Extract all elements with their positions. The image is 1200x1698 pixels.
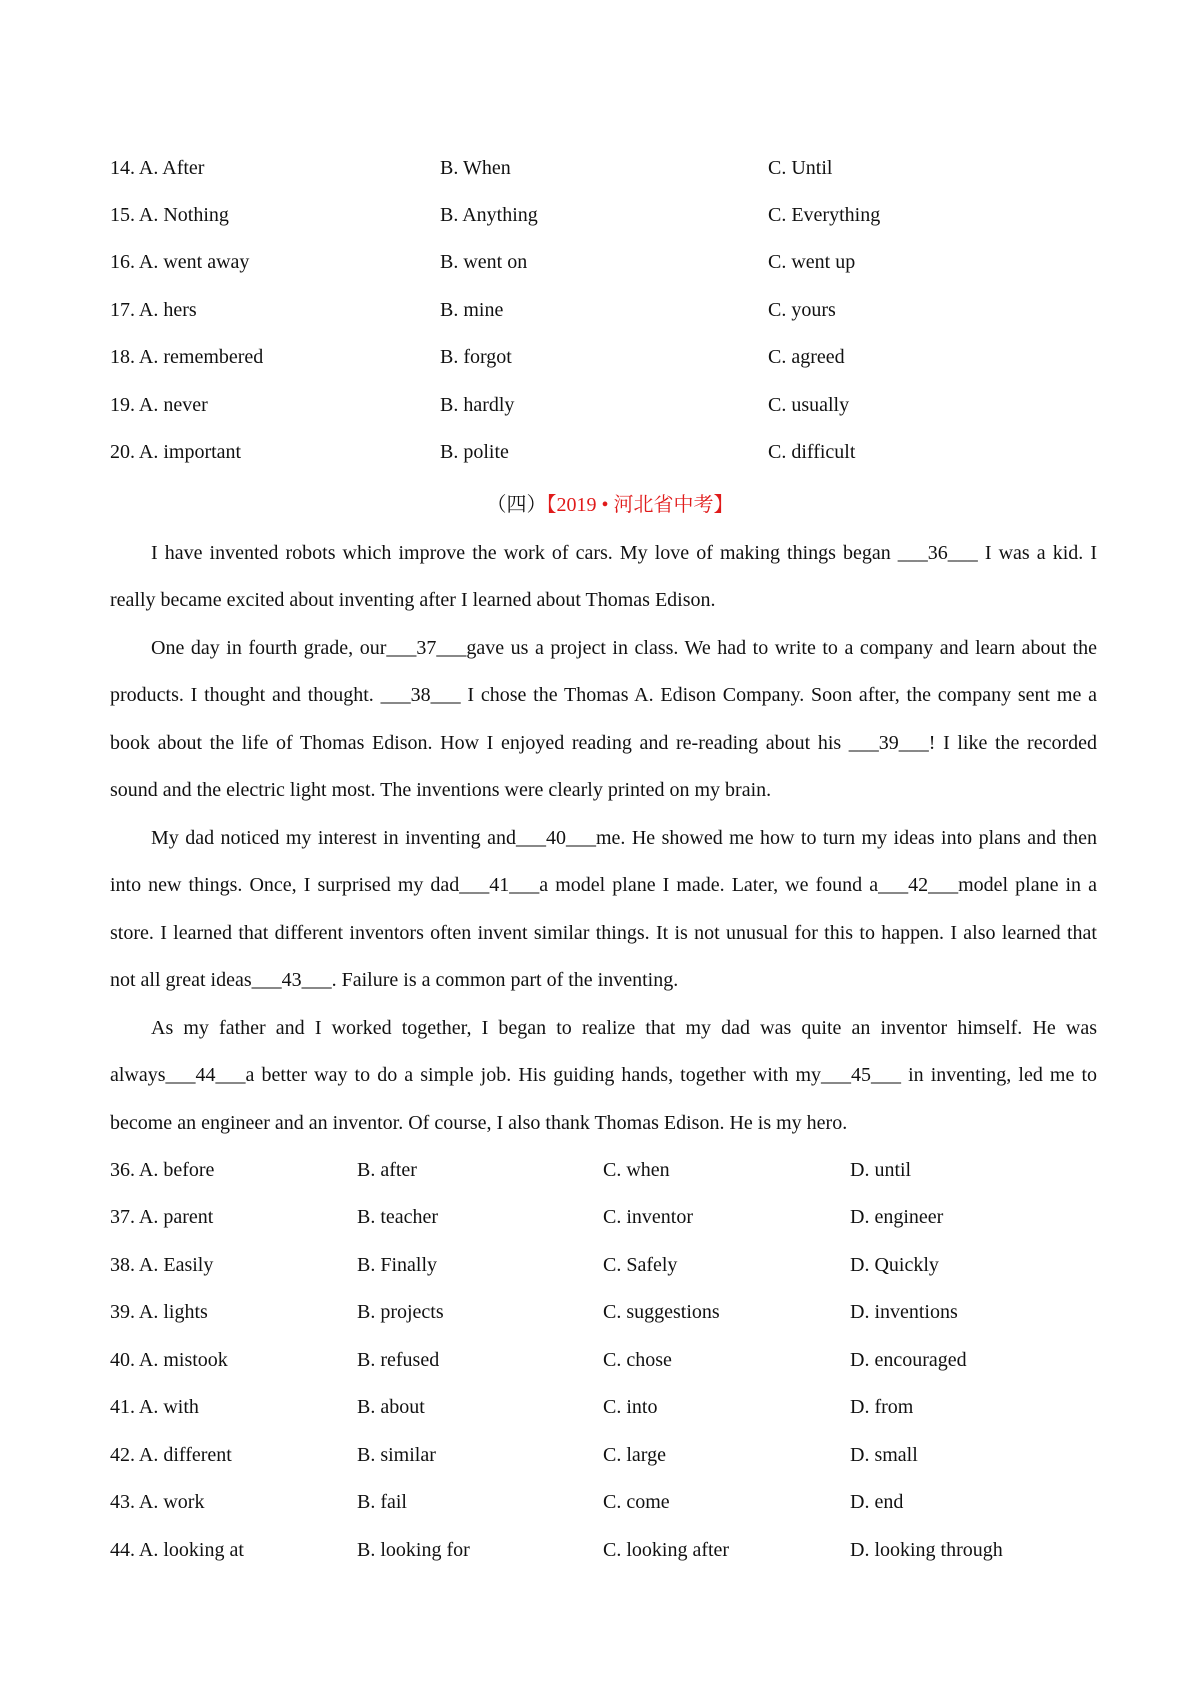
section-heading <box>0 490 1200 520</box>
section-source: 【2019 • 河北省中考】 <box>546 494 734 516</box>
option-c: C. come <box>603 1491 670 1513</box>
option-b: B. teacher <box>357 1206 439 1228</box>
question-row <box>0 390 1200 420</box>
question-row <box>0 1392 1200 1422</box>
option-a: 41. A. with <box>110 1396 199 1418</box>
question-row <box>0 247 1200 277</box>
option-d: D. small <box>850 1444 918 1466</box>
option-b: B. looking for <box>357 1539 470 1561</box>
option-a: 20. A. important <box>110 441 242 463</box>
option-c: C. inventor <box>603 1206 693 1228</box>
option-a: 44. A. looking at <box>110 1539 244 1561</box>
option-b: B. mine <box>440 299 504 321</box>
option-c: C. usually <box>768 394 850 416</box>
option-c: C. Safely <box>603 1254 678 1276</box>
option-d: D. inventions <box>850 1301 958 1323</box>
question-row <box>0 1440 1200 1470</box>
question-row <box>0 437 1200 467</box>
option-c: C. Everything <box>768 204 881 226</box>
option-d: D. engineer <box>850 1206 944 1228</box>
option-c: C. went up <box>768 251 856 273</box>
question-row <box>0 342 1200 372</box>
option-a: 19. A. never <box>110 394 208 416</box>
option-b: B. similar <box>357 1444 436 1466</box>
option-d: D. from <box>850 1396 914 1418</box>
option-a: 16. A. went away <box>110 251 250 273</box>
option-b: B. after <box>357 1159 417 1181</box>
option-d: D. looking through <box>850 1539 1003 1561</box>
option-d: D. until <box>850 1159 912 1181</box>
passage-paragraph: I have invented robots which improve the work of cars. My love of making things began ___36___ I was a kid. I really became excited about inventing after I learned about Thomas Edison. <box>110 542 1097 612</box>
passage-paragraph: As my father and I worked together, I began to realize that my dad was quite an inventor himself. He was always___44___a better way to do a simple job. His guiding hands, together with my___45___ in inventing, led me to become an engineer and an inventor. Of course, I also thank Thomas Edison. He is my hero. <box>110 1017 1097 1134</box>
passage-paragraph: One day in fourth grade, our___37___gave us a project in class. We had to write to a company and learn about the products. I thought and thought. ___38___ I chose the Thomas A. Edison Company. Soon after, the company sent me a book about the life of Thomas Edison. How I enjoyed reading and re-reading about his ___39___! I like the recorded sound and the electric light most. The inventions were clearly printed on my brain. <box>110 637 1097 802</box>
option-a: 15. A. Nothing <box>110 204 229 226</box>
option-b: B. forgot <box>440 346 512 368</box>
option-a: 18. A. remembered <box>110 346 264 368</box>
option-c: C. looking after <box>603 1539 730 1561</box>
question-row <box>0 1535 1200 1565</box>
question-row <box>0 200 1200 230</box>
section-number: （四） <box>486 494 547 516</box>
question-row <box>0 1345 1200 1375</box>
passage-paragraph: My dad noticed my interest in inventing and___40___me. He showed me how to turn my ideas into plans and then into new things. Once, I surprised my dad___41___a model plane I made. Later, we found a___42___model plane in a store. I learned that different inventors often invent similar things. It is not unusual for this to happen. I also learned that not all great ideas___43___. Failure is a common part of the inventing. <box>110 827 1097 992</box>
option-a: 38. A. Easily <box>110 1254 214 1276</box>
option-a: 40. A. mistook <box>110 1349 228 1371</box>
option-c: C. suggestions <box>603 1301 720 1323</box>
option-b: B. Finally <box>357 1254 438 1276</box>
option-b: B. projects <box>357 1301 444 1323</box>
option-c: C. chose <box>603 1349 672 1371</box>
option-d: D. Quickly <box>850 1254 939 1276</box>
question-row <box>0 1487 1200 1517</box>
option-c: C. Until <box>768 157 833 179</box>
question-row <box>0 1202 1200 1232</box>
option-a: 37. A. parent <box>110 1206 214 1228</box>
option-c: C. yours <box>768 299 836 321</box>
option-a: 17. A. hers <box>110 299 197 321</box>
option-b: B. When <box>440 157 511 179</box>
option-b: B. Anything <box>440 204 538 226</box>
question-row <box>0 1297 1200 1327</box>
option-b: B. refused <box>357 1349 440 1371</box>
option-c: C. large <box>603 1444 666 1466</box>
option-c: C. into <box>603 1396 658 1418</box>
option-c: C. when <box>603 1159 670 1181</box>
option-c: C. difficult <box>768 441 856 463</box>
option-b: B. fail <box>357 1491 407 1513</box>
option-b: B. hardly <box>440 394 515 416</box>
option-b: B. about <box>357 1396 425 1418</box>
question-row <box>0 153 1200 183</box>
question-row <box>0 1250 1200 1280</box>
option-d: D. end <box>850 1491 904 1513</box>
option-a: 36. A. before <box>110 1159 215 1181</box>
option-a: 39. A. lights <box>110 1301 208 1323</box>
question-row <box>0 295 1200 325</box>
option-a: 14. A. After <box>110 157 205 179</box>
option-d: D. encouraged <box>850 1349 967 1371</box>
option-c: C. agreed <box>768 346 845 368</box>
option-b: B. polite <box>440 441 509 463</box>
question-row <box>0 1155 1200 1185</box>
option-a: 42. A. different <box>110 1444 232 1466</box>
option-a: 43. A. work <box>110 1491 205 1513</box>
option-b: B. went on <box>440 251 528 273</box>
